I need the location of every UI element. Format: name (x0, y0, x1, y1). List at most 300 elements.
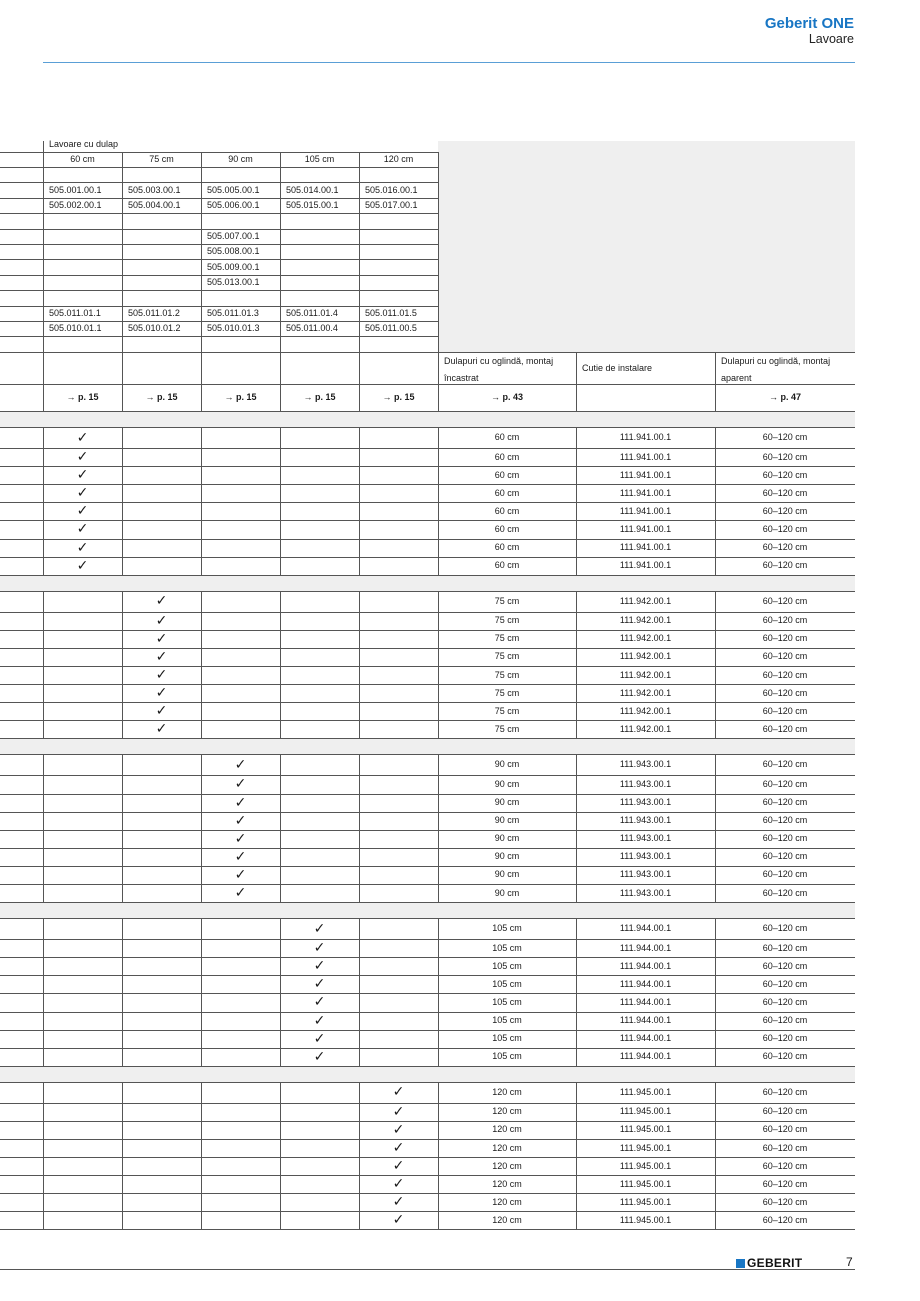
header-divider (43, 62, 855, 63)
checkmark-icon: ✓ (234, 885, 247, 902)
row-divider (0, 557, 855, 558)
column-divider (359, 1082, 360, 1229)
table-cell: 120 cm (492, 1142, 522, 1153)
row-divider (0, 448, 855, 449)
column-divider (122, 427, 123, 575)
table-cell: 111.942.00.1 (619, 705, 672, 716)
column-divider (43, 352, 44, 384)
table-cell: 60–120 cm (762, 815, 808, 826)
table-cell: 111.941.00.1 (619, 542, 672, 553)
column-divider (280, 352, 281, 384)
table-cell: 60 cm (494, 542, 520, 553)
table-cell: 105 cm (492, 978, 522, 989)
table-cell: 60–120 cm (762, 487, 808, 498)
table-cell: 505.011.01.5 (365, 307, 417, 318)
table-cell: → p. 15 (382, 392, 415, 402)
table-cell: 90 cm (494, 759, 520, 770)
table-cell: 75 cm (494, 615, 520, 626)
column-divider (280, 591, 281, 738)
column-divider (201, 591, 202, 738)
table-cell: 505.005.00.1 (207, 184, 260, 195)
table-cell: 60 cm (494, 560, 520, 571)
column-divider (122, 352, 123, 384)
table-cell: 60–120 cm (762, 996, 808, 1007)
table-cell: 120 cm (492, 1178, 522, 1189)
checkmark-icon: ✓ (155, 648, 168, 665)
table-cell: 111.943.00.1 (619, 833, 672, 844)
table-cell: 505.017.00.1 (365, 200, 418, 210)
table-cell: 111.941.00.1 (619, 560, 672, 571)
table-cell: 60 cm (494, 487, 520, 498)
table-cell: 111.945.00.1 (619, 1214, 672, 1225)
table-cell: 60–120 cm (762, 978, 808, 989)
table-cell: 60–120 cm (762, 687, 808, 698)
row-divider (0, 306, 438, 307)
header-subtitle: Lavoare (808, 32, 854, 46)
column-divider (359, 591, 360, 738)
row-divider (0, 466, 855, 467)
table-cell: 60–120 cm (762, 651, 808, 662)
row-divider (0, 812, 855, 813)
table-cell: 111.943.00.1 (619, 851, 672, 862)
table-cell: 60–120 cm (762, 1160, 808, 1171)
table-cell: 105 cm (492, 1033, 522, 1044)
table-cell: 60–120 cm (762, 451, 808, 462)
row-divider (0, 1082, 855, 1083)
table-cell: 111.944.00.1 (619, 1033, 672, 1044)
row-divider (0, 484, 855, 485)
table-cell: → p. 15 (145, 392, 178, 402)
column-divider (438, 427, 439, 575)
table-cell: 505.011.01.1 (49, 307, 101, 318)
table-cell: 105 cm (492, 942, 522, 953)
table-cell: 111.944.00.1 (619, 996, 672, 1007)
table-cell: 111.941.00.1 (619, 432, 672, 442)
checkmark-icon: ✓ (392, 1103, 405, 1120)
checkmark-icon: ✓ (392, 1084, 405, 1101)
table-cell: 111.944.00.1 (619, 1051, 672, 1062)
row-divider (0, 1139, 855, 1140)
row-divider (0, 884, 855, 885)
table-cell: 90 cm (494, 851, 520, 862)
column-divider (43, 591, 44, 738)
column-divider (201, 1082, 202, 1229)
group-separator (0, 1067, 855, 1082)
table-cell: 505.003.00.1 (128, 184, 181, 195)
table-cell: 105 cm (492, 1051, 522, 1062)
table-cell: 120 cm (492, 1160, 522, 1171)
table-cell: 60–120 cm (762, 1142, 808, 1153)
table-cell: 60–120 cm (762, 869, 808, 880)
table-cell: 75 cm (494, 633, 520, 644)
row-divider (0, 1157, 855, 1158)
table-cell: 75 cm (494, 723, 520, 734)
table-cell: 105 cm (492, 923, 522, 934)
checkmark-icon: ✓ (392, 1121, 405, 1138)
row-divider (0, 702, 855, 703)
checkmark-icon: ✓ (234, 794, 247, 811)
table-cell: 111.943.00.1 (619, 815, 672, 826)
checkmark-icon: ✓ (76, 521, 89, 538)
footer-logo (736, 1256, 802, 1270)
table-cell: 60 cm (494, 505, 520, 516)
row-divider (0, 957, 855, 958)
table-cell: 505.010.01.2 (128, 323, 181, 334)
checkmark-icon: ✓ (155, 612, 168, 629)
grey-panel (438, 141, 855, 352)
row-divider (0, 754, 855, 755)
checkmark-icon: ✓ (234, 830, 247, 847)
column-divider (438, 918, 439, 1066)
row-divider (0, 1012, 855, 1013)
table-cell: 75 cm (494, 595, 520, 606)
table-cell: 120 cm (492, 1086, 522, 1097)
table-cell: 60 cm (494, 432, 520, 442)
table-cell: 60–120 cm (762, 615, 808, 626)
table-cell: 60 cm (494, 469, 520, 480)
table-cell: 60–120 cm (762, 542, 808, 553)
row-divider (0, 648, 855, 649)
row-divider (0, 775, 855, 776)
row-divider (0, 152, 438, 153)
table-cell: 60 cm (494, 523, 520, 534)
group-separator (0, 576, 855, 591)
table-cell: 60–120 cm (762, 705, 808, 716)
row-divider (0, 275, 438, 276)
row-divider (0, 167, 438, 168)
header-mirror-surface: Dulapuri cu oglindă, montaj aparent (721, 356, 831, 383)
table-cell: 111.944.00.1 (619, 942, 672, 953)
table-cell: 111.942.00.1 (619, 669, 672, 680)
row-divider (0, 1103, 855, 1104)
header-install-box: Cutie de instalare (582, 363, 653, 373)
table-cell: 60–120 cm (762, 432, 808, 442)
table-cell: 105 cm (492, 1015, 522, 1026)
table-cell: 505.010.01.3 (207, 323, 260, 334)
column-divider (715, 1082, 716, 1229)
header-brand (765, 16, 854, 46)
row-divider (0, 198, 438, 199)
table-cell: 60–120 cm (762, 797, 808, 808)
table-cell: 60–120 cm (762, 1214, 808, 1225)
table-cell: 111.942.00.1 (619, 615, 672, 626)
row-divider (0, 539, 855, 540)
column-divider (359, 754, 360, 902)
column-divider (576, 427, 577, 575)
table-cell: 505.004.00.1 (128, 200, 181, 210)
checkmark-icon: ✓ (76, 539, 89, 556)
table-cell: 111.945.00.1 (619, 1086, 672, 1097)
column-divider (576, 918, 577, 1066)
column-divider (715, 918, 716, 1066)
table-cell: 60–120 cm (762, 723, 808, 734)
table-cell: 505.001.00.1 (49, 184, 102, 195)
table-cell: 505.011.01.2 (128, 307, 180, 318)
column-divider (43, 141, 44, 352)
table-cell: 120 cm (492, 1124, 522, 1135)
column-divider (122, 754, 123, 902)
column-divider (438, 591, 439, 738)
checkmark-icon: ✓ (313, 976, 326, 993)
table-cell: 60–120 cm (762, 960, 808, 971)
table-cell: 111.945.00.1 (619, 1142, 672, 1153)
checkmark-icon: ✓ (234, 812, 247, 829)
row-divider (0, 666, 855, 667)
column-divider (576, 384, 577, 411)
table-cell: 60–120 cm (762, 1196, 808, 1207)
checkmark-icon: ✓ (76, 429, 89, 446)
table-cell: 505.010.01.1 (49, 323, 102, 334)
checkmark-icon: ✓ (392, 1212, 405, 1229)
group-separator (0, 739, 855, 754)
table-cell: 60–120 cm (762, 1033, 808, 1044)
table-cell: 60–120 cm (762, 778, 808, 789)
table-cell: 111.941.00.1 (619, 451, 672, 462)
table-cell: 111.944.00.1 (619, 1015, 672, 1026)
table-cell: 505.014.00.1 (286, 184, 339, 195)
column-divider (576, 591, 577, 738)
table-cell: 111.943.00.1 (619, 759, 672, 770)
table-cell: 111.945.00.1 (619, 1178, 672, 1189)
table-cell: 90 cm (494, 778, 520, 789)
table-cell: 105 cm (492, 996, 522, 1007)
table-cell: 111.944.00.1 (619, 960, 672, 971)
row-divider (0, 229, 438, 230)
table-cell: 111.942.00.1 (619, 687, 672, 698)
table-cell: 111.945.00.1 (619, 1196, 672, 1207)
checkmark-icon: ✓ (155, 593, 168, 610)
table-cell: 505.013.00.1 (207, 277, 260, 287)
table-cell: 90 cm (494, 833, 520, 844)
table-cell: 60–120 cm (762, 1124, 808, 1135)
table-cell: 111.941.00.1 (619, 523, 672, 534)
table-cell: 111.945.00.1 (619, 1124, 672, 1135)
table-cell: 60 cm (70, 154, 95, 164)
table-cell: 105 cm (304, 154, 335, 164)
row-divider (0, 259, 438, 260)
checkmark-icon: ✓ (392, 1140, 405, 1157)
table-cell: 60–120 cm (762, 669, 808, 680)
table-cell: 505.011.00.5 (365, 323, 417, 334)
table-cell: 111.944.00.1 (619, 923, 672, 934)
table-cell: 60–120 cm (762, 633, 808, 644)
column-divider (43, 427, 44, 575)
column-divider (715, 427, 716, 575)
table-cell: 60–120 cm (762, 523, 808, 534)
table-cell: 111.943.00.1 (619, 869, 672, 880)
column-divider (43, 1082, 44, 1229)
table-cell: 105 cm (492, 960, 522, 971)
row-divider (0, 975, 855, 976)
table-cell: → p. 15 (224, 392, 257, 402)
column-divider (201, 352, 202, 384)
row-divider (0, 520, 855, 521)
table-cell: 111.944.00.1 (619, 978, 672, 989)
row-divider (0, 290, 438, 291)
table-cell: 90 cm (494, 797, 520, 808)
table-cell: → p. 15 (66, 392, 99, 402)
header-title: Geberit ONE (764, 15, 854, 32)
table-cell: 75 cm (494, 651, 520, 662)
table-cell: Lavoare cu dulap (49, 139, 119, 149)
table-cell: 60–120 cm (762, 833, 808, 844)
table-cell: 60–120 cm (762, 1051, 808, 1062)
table-cell: 60–120 cm (762, 469, 808, 480)
table-cell: 111.942.00.1 (619, 723, 672, 734)
column-divider (280, 918, 281, 1066)
column-divider (438, 152, 439, 352)
column-divider (201, 754, 202, 902)
footer-brand: GEBERIT (747, 1256, 803, 1270)
column-divider (122, 918, 123, 1066)
table-cell: 505.008.00.1 (207, 246, 260, 257)
row-divider (0, 336, 438, 337)
table-cell: 505.016.00.1 (365, 184, 418, 195)
checkmark-icon: ✓ (76, 467, 89, 484)
checkmark-icon: ✓ (155, 630, 168, 647)
page-number: 7 (846, 1255, 853, 1269)
column-divider (280, 427, 281, 575)
checkmark-icon: ✓ (234, 756, 247, 773)
row-divider (0, 591, 855, 592)
column-divider (43, 918, 44, 1066)
row-divider (0, 939, 855, 940)
row-divider (0, 182, 438, 183)
column-divider (201, 152, 202, 352)
table-cell: 60–120 cm (762, 851, 808, 862)
group-separator (0, 412, 855, 427)
table-cell: 111.941.00.1 (619, 469, 672, 480)
checkmark-icon: ✓ (392, 1194, 405, 1211)
column-divider (715, 754, 716, 902)
column-divider (201, 918, 202, 1066)
table-cell: 60–120 cm (762, 1106, 808, 1117)
table-cell: 60–120 cm (762, 595, 808, 606)
table-cell: 90 cm (494, 869, 520, 880)
row-divider (0, 684, 855, 685)
table-cell: 111.945.00.1 (619, 1160, 672, 1171)
table-cell: 60–120 cm (762, 560, 808, 571)
table-cell: 111.943.00.1 (619, 887, 672, 898)
table-cell: 111.941.00.1 (619, 505, 672, 516)
table-cell: 505.011.00.4 (286, 323, 338, 334)
column-divider (201, 427, 202, 575)
row-divider (0, 321, 438, 322)
table-cell: 60–120 cm (762, 923, 808, 934)
table-cell: → p. 47 (768, 392, 801, 402)
row-divider (0, 352, 438, 353)
checkmark-icon: ✓ (313, 994, 326, 1011)
checkmark-icon: ✓ (313, 1012, 326, 1029)
column-divider (359, 427, 360, 575)
column-divider (43, 754, 44, 902)
row-divider (0, 1048, 855, 1049)
row-divider (0, 213, 438, 214)
row-divider (0, 630, 855, 631)
row-divider (0, 1269, 855, 1270)
table-cell: 75 cm (494, 687, 520, 698)
column-divider (122, 591, 123, 738)
group-separator (0, 903, 855, 918)
table-cell: 60–120 cm (762, 505, 808, 516)
table-cell: 60–120 cm (762, 887, 808, 898)
table-cell: 60–120 cm (762, 1015, 808, 1026)
checkmark-icon: ✓ (76, 503, 89, 520)
table-cell: 505.011.01.4 (286, 307, 338, 318)
column-divider (715, 591, 716, 738)
table-cell: 90 cm (494, 815, 520, 826)
row-divider (0, 830, 855, 831)
table-cell: 75 cm (149, 154, 174, 164)
table-cell: 111.942.00.1 (619, 633, 672, 644)
header-mirror-recessed: Dulapuri cu oglindă, montaj încastrat (444, 356, 554, 383)
table-cell: 505.011.01.3 (207, 307, 259, 318)
geberit-logo-square-icon (736, 1259, 745, 1268)
checkmark-icon: ✓ (234, 848, 247, 865)
row-divider (0, 1030, 855, 1031)
checkmark-icon: ✓ (313, 940, 326, 957)
table-cell: → p. 43 (490, 392, 523, 402)
checkmark-icon: ✓ (155, 703, 168, 720)
row-divider (0, 848, 855, 849)
row-divider (0, 918, 855, 919)
table-cell: 111.942.00.1 (619, 651, 672, 662)
table-cell: 120 cm (492, 1214, 522, 1225)
row-divider (0, 794, 855, 795)
checkmark-icon: ✓ (76, 557, 89, 574)
column-divider (576, 754, 577, 902)
row-divider (0, 720, 855, 721)
table-cell: 75 cm (494, 705, 520, 716)
column-divider (280, 152, 281, 352)
column-divider (280, 1082, 281, 1229)
table-cell: 120 cm (383, 154, 414, 164)
table-cell: 111.943.00.1 (619, 778, 672, 789)
table-cell: 505.015.00.1 (286, 200, 339, 210)
checkmark-icon: ✓ (313, 920, 326, 937)
row-divider (0, 1229, 855, 1230)
table-cell: 111.943.00.1 (619, 797, 672, 808)
column-divider (438, 754, 439, 902)
table-cell: 60–120 cm (762, 1178, 808, 1189)
table-cell: 505.006.00.1 (207, 200, 260, 210)
table-cell: 505.009.00.1 (207, 261, 260, 272)
row-divider (0, 993, 855, 994)
row-divider (0, 1121, 855, 1122)
checkmark-icon: ✓ (392, 1176, 405, 1193)
table-cell: 505.002.00.1 (49, 200, 102, 210)
column-divider (359, 152, 360, 352)
table-cell: 60–120 cm (762, 759, 808, 770)
checkmark-icon: ✓ (76, 485, 89, 502)
table-cell: 120 cm (492, 1196, 522, 1207)
table-cell: 111.941.00.1 (619, 487, 672, 498)
table-cell: 60 cm (494, 451, 520, 462)
table-cell: 60–120 cm (762, 942, 808, 953)
column-divider (359, 918, 360, 1066)
checkmark-icon: ✓ (234, 776, 247, 793)
column-divider (280, 754, 281, 902)
checkmark-icon: ✓ (155, 685, 168, 702)
table-cell: 90 cm (494, 887, 520, 898)
row-divider (0, 866, 855, 867)
table-cell: 60–120 cm (762, 1086, 808, 1097)
column-divider (359, 352, 360, 384)
table-cell: 75 cm (494, 669, 520, 680)
row-divider (0, 427, 855, 428)
checkmark-icon: ✓ (313, 1030, 326, 1047)
table-cell: 90 cm (228, 154, 253, 164)
